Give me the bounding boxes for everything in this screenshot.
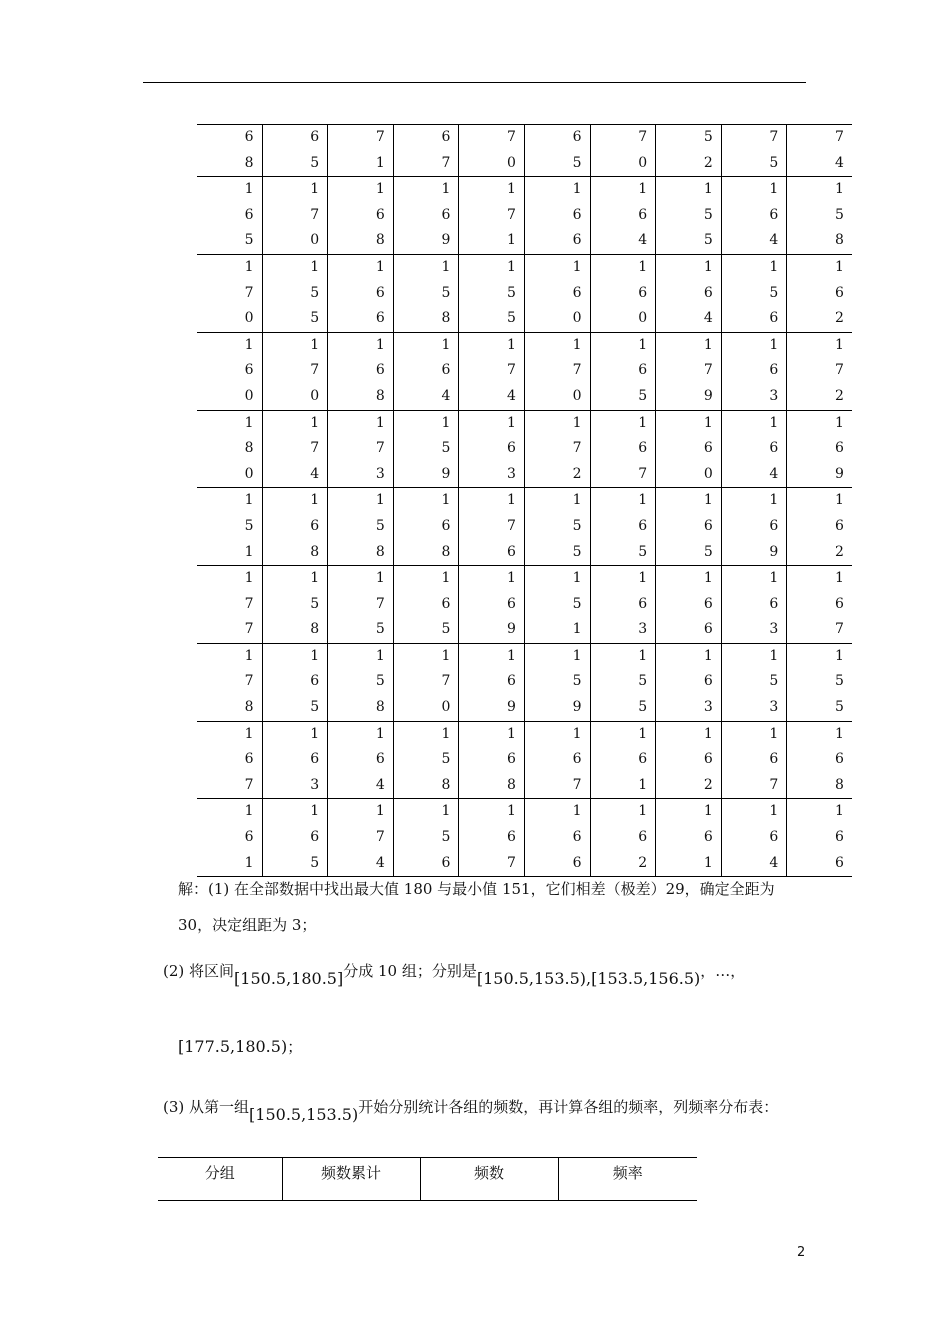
- freq-header-frequency: 频率: [558, 1158, 697, 1201]
- data-row: [197, 177, 852, 255]
- freq-header-count: 频数: [420, 1158, 558, 1201]
- data-cell: 1 5 5: [590, 643, 656, 721]
- data-cell: 1 7 4: [328, 799, 394, 877]
- data-cell: 1 6 9: [459, 643, 525, 721]
- freq-header-cumulative: 频数累计: [282, 1158, 420, 1201]
- data-cell: 1 6 5: [262, 799, 328, 877]
- data-row: [197, 643, 852, 721]
- data-cell: 1 6 6: [524, 177, 590, 255]
- data-cell: 1 7 2: [787, 332, 852, 410]
- solution-step-3: [163, 1096, 779, 1124]
- data-row: [197, 799, 852, 877]
- data-cell: 1 6 2: [787, 254, 852, 332]
- step-2-ellipsis: ，…，: [700, 962, 746, 980]
- data-cell: 6 5: [524, 125, 590, 177]
- solution-step-2-last: [178, 1036, 302, 1057]
- data-cell: 1 5 8: [328, 488, 394, 566]
- step-3-interval: [150.5,153.5): [249, 1105, 359, 1124]
- data-cell: 1 6 4: [721, 177, 787, 255]
- data-cell: 1 5 5: [524, 488, 590, 566]
- step-3-prefix: (3) 从第一组: [163, 1098, 250, 1116]
- page-number: 2: [797, 1245, 806, 1260]
- data-cell: 1 6 7: [590, 410, 656, 488]
- data-cell: 1 6 8: [393, 488, 459, 566]
- data-cell: 1 5 6: [393, 799, 459, 877]
- data-cell: 1 6 1: [656, 799, 722, 877]
- data-cell: 1 7 8: [197, 643, 262, 721]
- data-cell: 1 7 7: [197, 566, 262, 644]
- data-cell: 1 6 9: [787, 410, 852, 488]
- data-cell: 1 5 5: [656, 177, 722, 255]
- data-cell: 1 6 8: [328, 332, 394, 410]
- data-cell: 1 6 5: [197, 177, 262, 255]
- data-cell: 1 6 7: [787, 566, 852, 644]
- data-cell: 1 7 0: [393, 643, 459, 721]
- data-cell: 1 5 8: [393, 254, 459, 332]
- data-cell: 1 5 9: [524, 643, 590, 721]
- data-cell: 6 8: [197, 125, 262, 177]
- data-cell: 1 6 6: [787, 799, 852, 877]
- data-cell: 1 5 8: [262, 566, 328, 644]
- data-cell: 7 1: [328, 125, 394, 177]
- step-2-mid: 分成 10 组；分别是: [343, 962, 477, 980]
- data-cell: 1 5 5: [262, 254, 328, 332]
- step-2-groups: [150.5,153.5),[153.5,156.5): [476, 969, 701, 988]
- step-3-suffix: 开始分别统计各组的频数，再计算各组的频率，列频率分布表：: [358, 1098, 779, 1116]
- data-cell: 1 5 9: [393, 410, 459, 488]
- data-cell: 5 2: [656, 125, 722, 177]
- data-cell: 1 5 8: [393, 721, 459, 799]
- data-cell: 1 6 7: [524, 721, 590, 799]
- data-cell: 1 6 7: [721, 721, 787, 799]
- height-data-table: [197, 124, 852, 877]
- data-cell: 1 7 0: [524, 332, 590, 410]
- data-cell: 1 6 4: [393, 332, 459, 410]
- data-cell: 1 6 5: [262, 643, 328, 721]
- data-cell: 1 6 6: [328, 254, 394, 332]
- header-rule: [143, 82, 806, 83]
- data-cell: 1 6 2: [787, 488, 852, 566]
- data-cell: 1 6 3: [459, 410, 525, 488]
- data-cell: 1 5 5: [787, 643, 852, 721]
- data-cell: 1 6 4: [590, 177, 656, 255]
- step-2-end: ；: [287, 1038, 303, 1056]
- data-cell: 1 6 0: [197, 332, 262, 410]
- data-cell: 1 5 3: [721, 643, 787, 721]
- data-cell: 1 5 6: [721, 254, 787, 332]
- frequency-distribution-table: [158, 1157, 697, 1201]
- data-cell: 1 6 3: [262, 721, 328, 799]
- data-cell: 1 7 2: [524, 410, 590, 488]
- data-cell: 1 6 1: [197, 799, 262, 877]
- data-cell: 1 6 6: [656, 566, 722, 644]
- data-cell: 1 6 3: [721, 332, 787, 410]
- data-cell: 1 6 8: [787, 721, 852, 799]
- data-row: [197, 410, 852, 488]
- data-cell: 1 5 8: [787, 177, 852, 255]
- step-2-prefix: (2) 将区间: [163, 962, 235, 980]
- data-cell: 1 6 6: [524, 799, 590, 877]
- data-cell: 1 6 8: [328, 177, 394, 255]
- data-cell: 1 6 5: [590, 332, 656, 410]
- freq-header-group: 分组: [158, 1158, 282, 1201]
- data-cell: 1 6 7: [197, 721, 262, 799]
- data-row: [197, 566, 852, 644]
- step-2-last-group: [177.5,180.5): [178, 1037, 288, 1056]
- data-cell: 1 7 9: [656, 332, 722, 410]
- solution-line-1: 解：(1) 在全部数据中找出最大值 180 与最小值 151，它们相差（极差）29，确定全距为: [178, 880, 775, 898]
- data-cell: 1 7 0: [262, 332, 328, 410]
- solution-step-2: [163, 960, 746, 988]
- data-cell: 1 6 8: [459, 721, 525, 799]
- data-cell: 1 5 1: [524, 566, 590, 644]
- data-row: [197, 254, 852, 332]
- solution-line-2: 30，决定组距为 3；: [178, 916, 317, 934]
- data-cell: 1 6 2: [590, 799, 656, 877]
- data-cell: 6 5: [262, 125, 328, 177]
- data-cell: 1 6 1: [590, 721, 656, 799]
- data-cell: 1 6 7: [459, 799, 525, 877]
- data-cell: 7 4: [787, 125, 852, 177]
- data-row: [197, 332, 852, 410]
- data-cell: 1 7 3: [328, 410, 394, 488]
- data-cell: 1 6 3: [721, 566, 787, 644]
- data-cell: 1 6 8: [262, 488, 328, 566]
- data-cell: 1 6 5: [656, 488, 722, 566]
- data-cell: 1 7 1: [459, 177, 525, 255]
- data-cell: 1 7 6: [459, 488, 525, 566]
- data-cell: 1 6 0: [590, 254, 656, 332]
- data-cell: 6 7: [393, 125, 459, 177]
- data-cell: 7 0: [590, 125, 656, 177]
- data-cell: 1 7 5: [328, 566, 394, 644]
- data-cell: 1 6 3: [590, 566, 656, 644]
- data-cell: 1 8 0: [197, 410, 262, 488]
- data-cell: 7 5: [721, 125, 787, 177]
- step-2-interval: [150.5,180.5]: [234, 969, 344, 988]
- data-cell: 1 6 4: [328, 721, 394, 799]
- data-cell: 1 7 0: [197, 254, 262, 332]
- data-cell: 1 6 4: [656, 254, 722, 332]
- data-cell: 1 6 5: [590, 488, 656, 566]
- data-cell: 1 5 8: [328, 643, 394, 721]
- data-cell: 1 5 5: [459, 254, 525, 332]
- data-row: [197, 125, 852, 177]
- data-cell: 1 5 1: [197, 488, 262, 566]
- data-cell: 1 6 4: [721, 799, 787, 877]
- data-cell: 1 7 4: [262, 410, 328, 488]
- data-cell: 7 0: [459, 125, 525, 177]
- data-cell: 1 6 2: [656, 721, 722, 799]
- data-row: [197, 488, 852, 566]
- data-row: [197, 721, 852, 799]
- data-cell: 1 6 3: [656, 643, 722, 721]
- data-cell: 1 6 9: [721, 488, 787, 566]
- data-cell: 1 6 0: [656, 410, 722, 488]
- data-cell: 1 7 0: [262, 177, 328, 255]
- data-cell: 1 6 9: [459, 566, 525, 644]
- data-cell: 1 7 4: [459, 332, 525, 410]
- data-cell: 1 6 0: [524, 254, 590, 332]
- data-cell: 1 6 9: [393, 177, 459, 255]
- data-cell: 1 6 4: [721, 410, 787, 488]
- data-cell: 1 6 5: [393, 566, 459, 644]
